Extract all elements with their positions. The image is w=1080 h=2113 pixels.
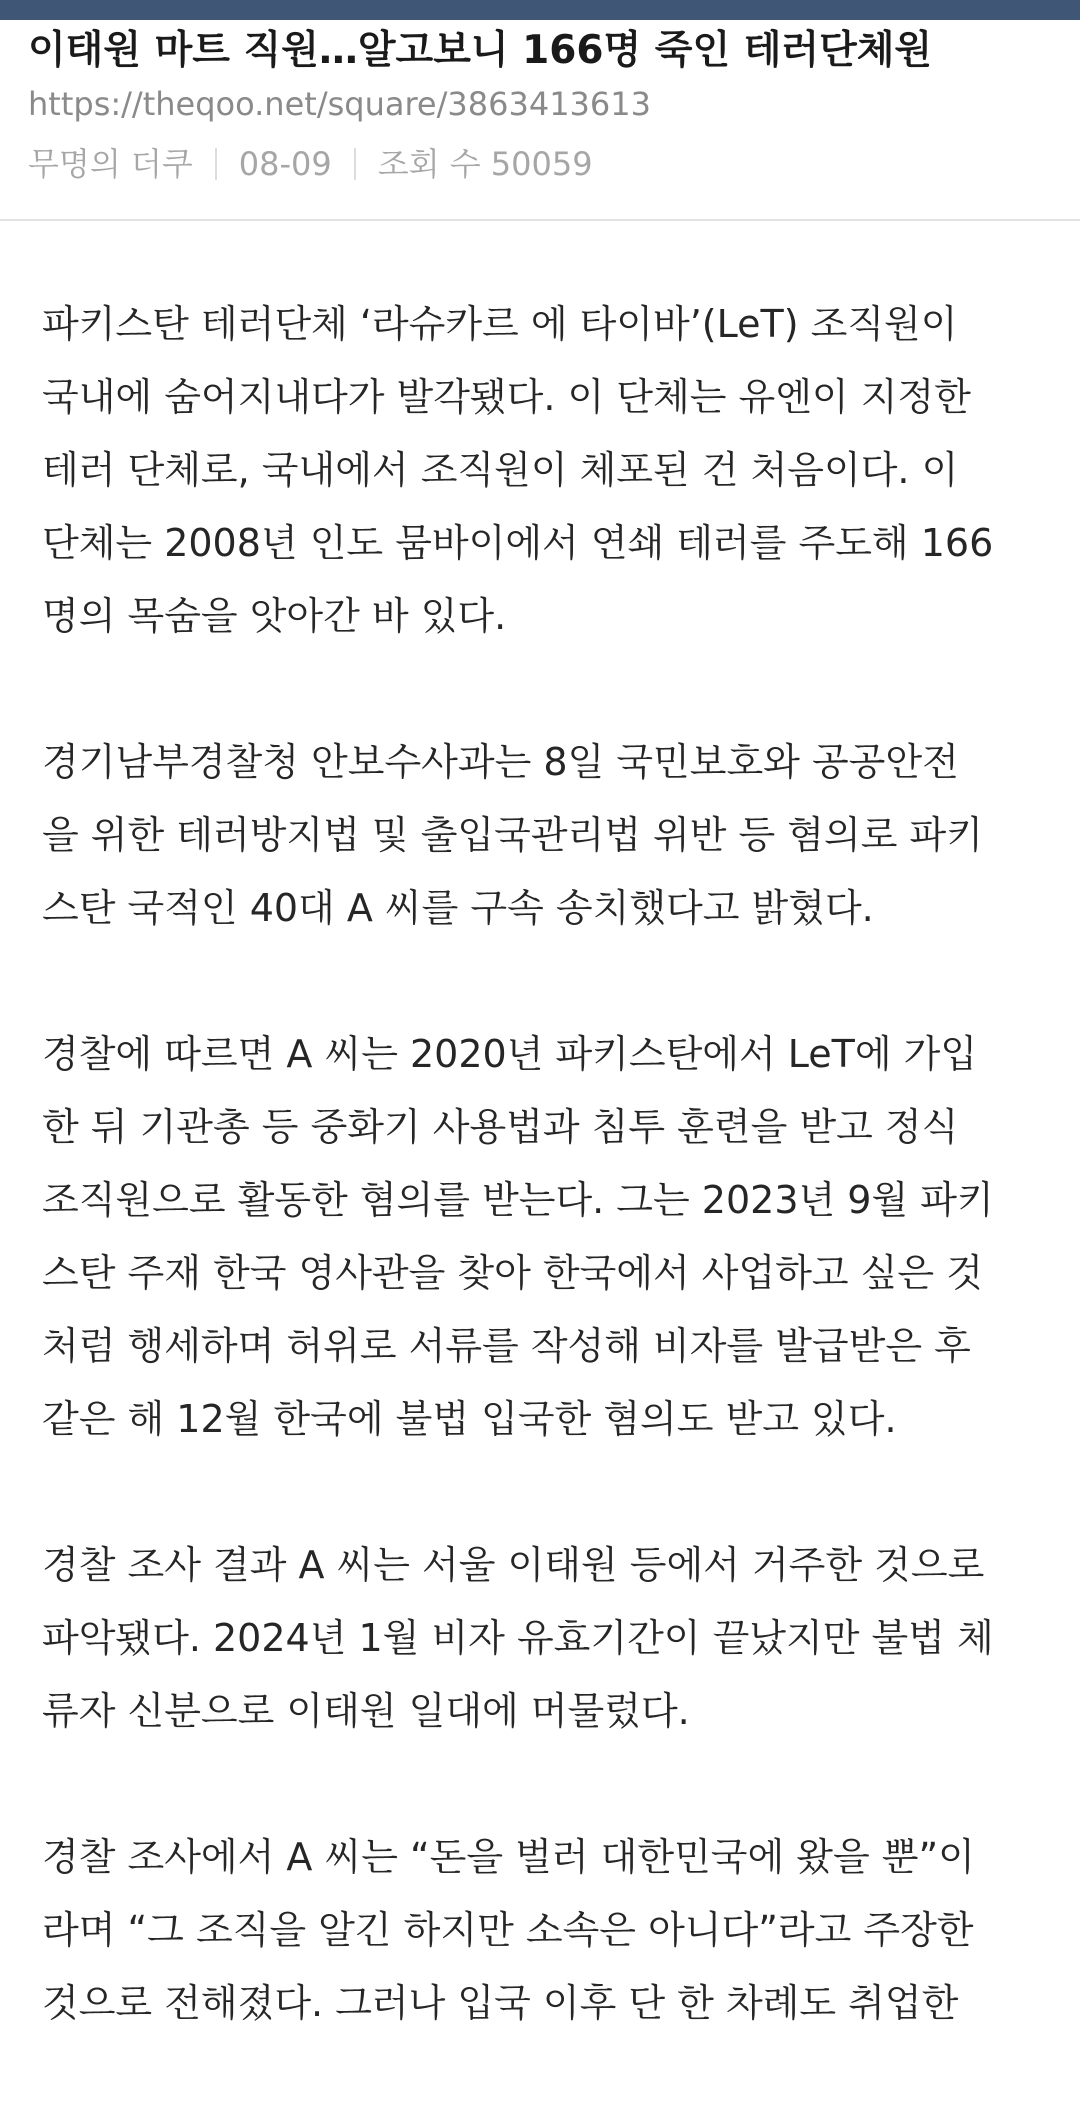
article-line: 같은 해 12월 한국에 불법 입국한 혐의도 받고 있다. (42, 1397, 897, 1441)
article-paragraph (42, 288, 1042, 653)
article-line: 경찰 조사 결과 A 씨는 서울 이태원 등에서 거주한 것으로 (42, 1543, 985, 1587)
article-paragraph (42, 1529, 1042, 1748)
article-line: 류자 신분으로 이태원 일대에 머물렀다. (42, 1689, 690, 1733)
article-line: 명의 목숨을 앗아간 바 있다. (42, 594, 507, 638)
article-line: 경기남부경찰청 안보수사과는 8일 국민보호와 공공안전 (42, 740, 959, 784)
article-line: 것으로 전해졌다. 그러나 입국 이후 단 한 차례도 취업한 (42, 1981, 959, 2025)
article-paragraph (42, 1821, 1042, 2040)
article-line: 한 뒤 기관총 등 중화기 사용법과 침투 훈련을 받고 정식 (42, 1105, 959, 1149)
article-line: 스탄 주재 한국 영사관을 찾아 한국에서 사업하고 싶은 것 (42, 1251, 983, 1295)
article-line: 조직원으로 활동한 혐의를 받는다. 그는 2023년 9월 파키 (42, 1178, 994, 1222)
meta-divider (354, 148, 356, 180)
article-body (42, 288, 1042, 2113)
article-paragraph (42, 726, 1042, 945)
article-line: 경찰에 따르면 A 씨는 2020년 파키스탄에서 LeT에 가입 (42, 1032, 978, 1076)
post-header (0, 20, 1080, 221)
article-line: 테러 단체로, 국내에서 조직원이 체포된 건 처음이다. 이 (42, 448, 959, 492)
post-views: 조회 수 50059 (377, 145, 593, 183)
article-paragraph (42, 1018, 1042, 1456)
article-line: 경찰 조사에서 A 씨는 “돈을 벌러 대한민국에 왔을 뿐”이 (42, 1835, 975, 1879)
article-line: 단체는 2008년 인도 뭄바이에서 연쇄 테러를 주도해 166 (42, 521, 994, 565)
status-bar-strip (0, 0, 1080, 20)
article-line: 라며 “그 조직을 알긴 하지만 소속은 아니다”라고 주장한 (42, 1908, 974, 1952)
post-date: 08-09 (238, 145, 332, 183)
article-line: 파키스탄 테러단체 ‘라슈카르 에 타이바’(LeT) 조직원이 (42, 302, 958, 346)
article-line: 처럼 행세하며 허위로 서류를 작성해 비자를 발급받은 후 (42, 1324, 971, 1368)
article-line: 을 위한 테러방지법 및 출입국관리법 위반 등 혐의로 파키 (42, 813, 983, 857)
article-line: 스탄 국적인 40대 A 씨를 구속 송치했다고 밝혔다. (42, 886, 874, 930)
article-line: 파악됐다. 2024년 1월 비자 유효기간이 끝났지만 불법 체 (42, 1616, 994, 1660)
post-author[interactable]: 무명의 더쿠 (28, 145, 193, 183)
article-line: 국내에 숨어지내다가 발각됐다. 이 단체는 유엔이 지정한 (42, 375, 971, 419)
meta-divider (215, 148, 217, 180)
post-meta (28, 142, 593, 186)
post-url[interactable]: https://theqoo.net/square/3863413613 (28, 85, 651, 123)
post-title: 이태원 마트 직원…알고보니 166명 죽인 테러단체원 (28, 28, 933, 73)
